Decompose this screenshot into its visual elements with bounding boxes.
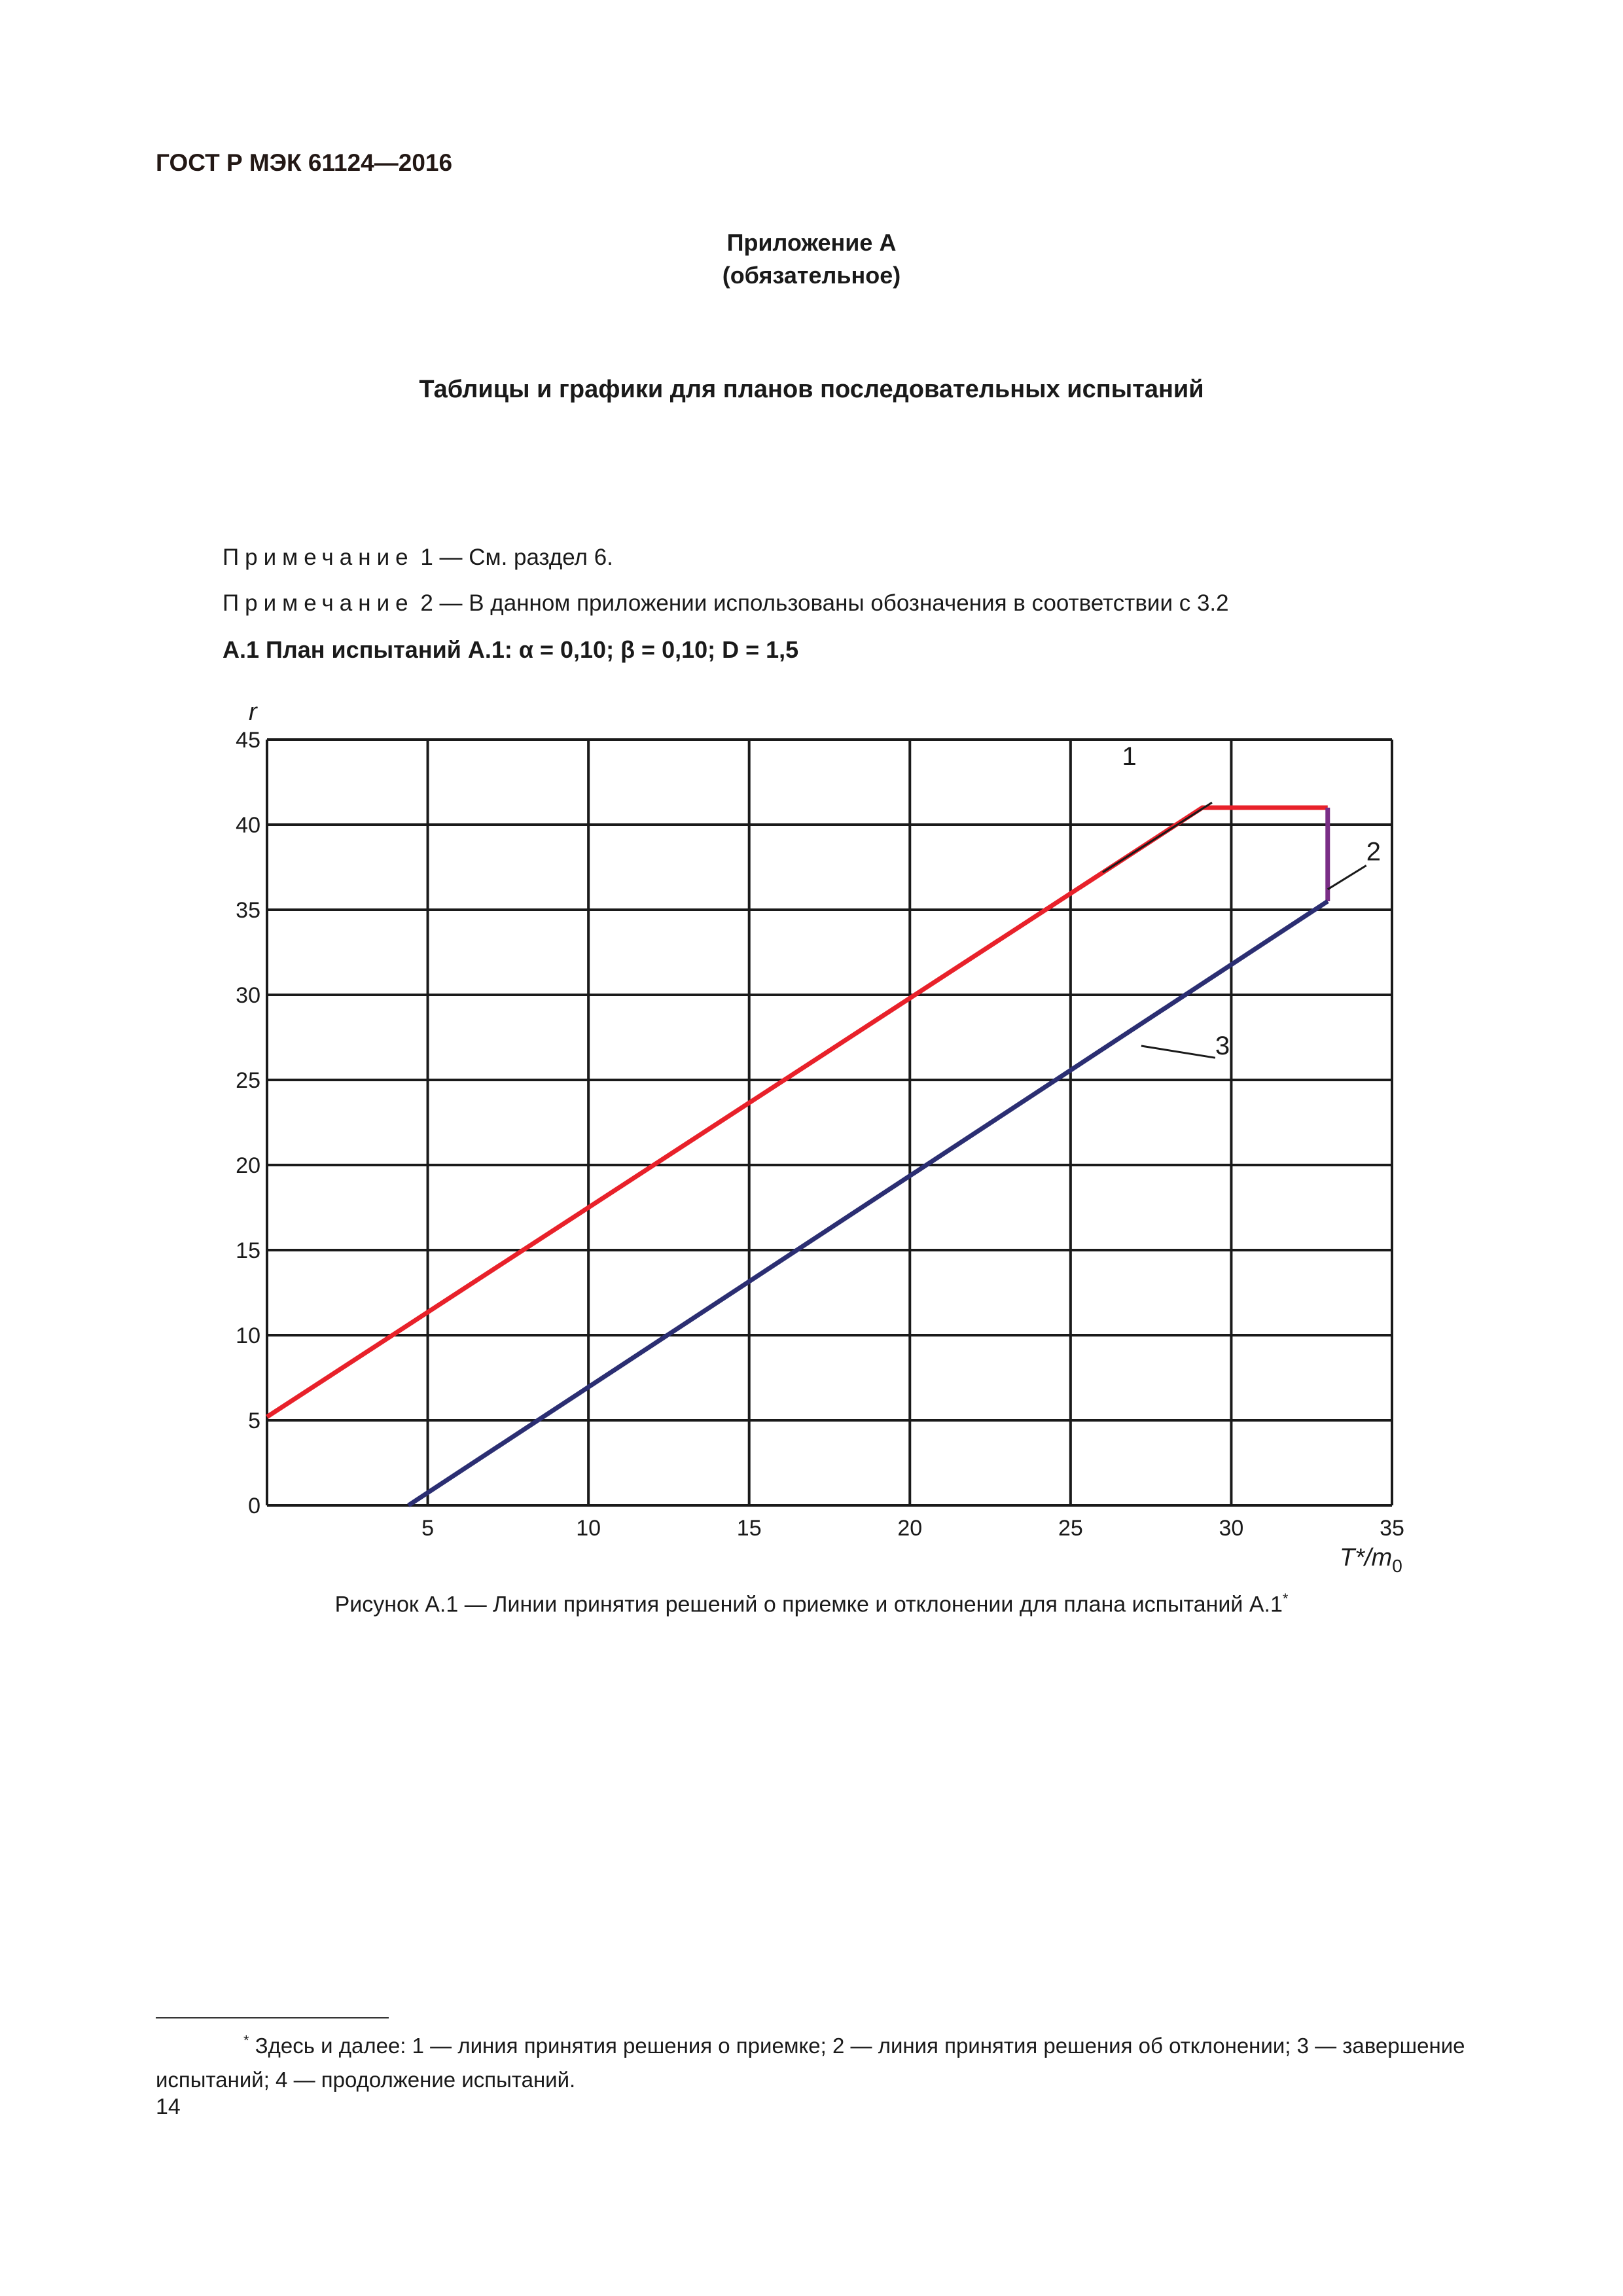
x-tick-label-2: 10	[576, 1516, 601, 1541]
appendix-type: (обязательное)	[722, 262, 901, 289]
annotation-label-2: 2	[1366, 837, 1381, 867]
annotation-leader-3	[1141, 1046, 1215, 1058]
footnote-text: Здесь и далее: 1 — линия принятия решения о приемке; 2 — линия принятия решения об отклонении; 3 — завершение испытаний; 4 — продолжение испытаний.	[156, 2034, 1465, 2092]
annotation-leader-2	[1328, 865, 1366, 889]
y-tick-label-6: 30	[236, 983, 260, 1008]
annotation-label-3: 3	[1215, 1031, 1230, 1060]
x-axis-label: $T*/m_0$	[1340, 1544, 1402, 1576]
y-tick-label-2: 10	[236, 1323, 260, 1348]
appendix-name: Приложение А	[726, 229, 897, 256]
note-1-label: Примечание	[223, 545, 414, 570]
section-title: Таблицы и графики для планов последовательных испытаний	[419, 376, 1204, 403]
annotation-label-1: 1	[1122, 742, 1137, 771]
x-tick-label-3: 15	[736, 1516, 762, 1541]
page-number: 14	[156, 2094, 181, 2119]
footnote	[156, 2024, 1491, 2097]
chart-ticks	[236, 728, 1404, 1541]
y-tick-label-0: 0	[248, 1494, 260, 1518]
y-tick-label-5: 25	[236, 1068, 260, 1093]
note-2-label: Примечание	[223, 590, 414, 616]
figure-caption	[0, 1590, 1623, 1617]
series-line-1	[267, 808, 1328, 1417]
y-tick-label-3: 15	[236, 1238, 260, 1263]
document-header: ГОСТ Р МЭК 61124—2016	[156, 149, 453, 176]
y-tick-label-1: 5	[248, 1408, 260, 1433]
annotation-leader-1	[1103, 802, 1212, 872]
x-tick-label-1: 5	[421, 1516, 435, 1541]
figure-caption-footnote-mark: *	[1282, 1590, 1289, 1607]
y-tick-label-8: 40	[236, 813, 260, 838]
footnote-mark: *	[243, 2032, 249, 2049]
chart-annotations	[1103, 742, 1381, 1060]
x-tick-label-4: 20	[897, 1516, 923, 1541]
x-tick-label-7: 35	[1380, 1516, 1404, 1541]
y-axis-label: r	[249, 698, 257, 726]
y-tick-label-9: 45	[236, 728, 260, 753]
x-tick-label-6: 30	[1219, 1516, 1244, 1541]
note-2-text: 2 — В данном приложении использованы обозначения в соответствии с 3.2	[414, 590, 1229, 616]
chart-grid	[267, 740, 1392, 1505]
y-tick-label-4: 20	[236, 1153, 260, 1178]
note-1-text: 1 — См. раздел 6.	[414, 545, 613, 570]
series-line-3	[408, 901, 1328, 1505]
chart-series	[267, 808, 1328, 1505]
plan-heading: А.1 План испытаний А.1: α = 0,10; β = 0,10; D = 1,5	[223, 636, 799, 663]
figure-caption-text: Рисунок А.1 — Линии принятия решений о приемке и отклонении для плана испытаний А.1	[334, 1592, 1283, 1617]
x-tick-label-5: 25	[1058, 1516, 1083, 1541]
y-tick-label-7: 35	[236, 898, 260, 923]
footnote-rule	[156, 2017, 389, 2018]
